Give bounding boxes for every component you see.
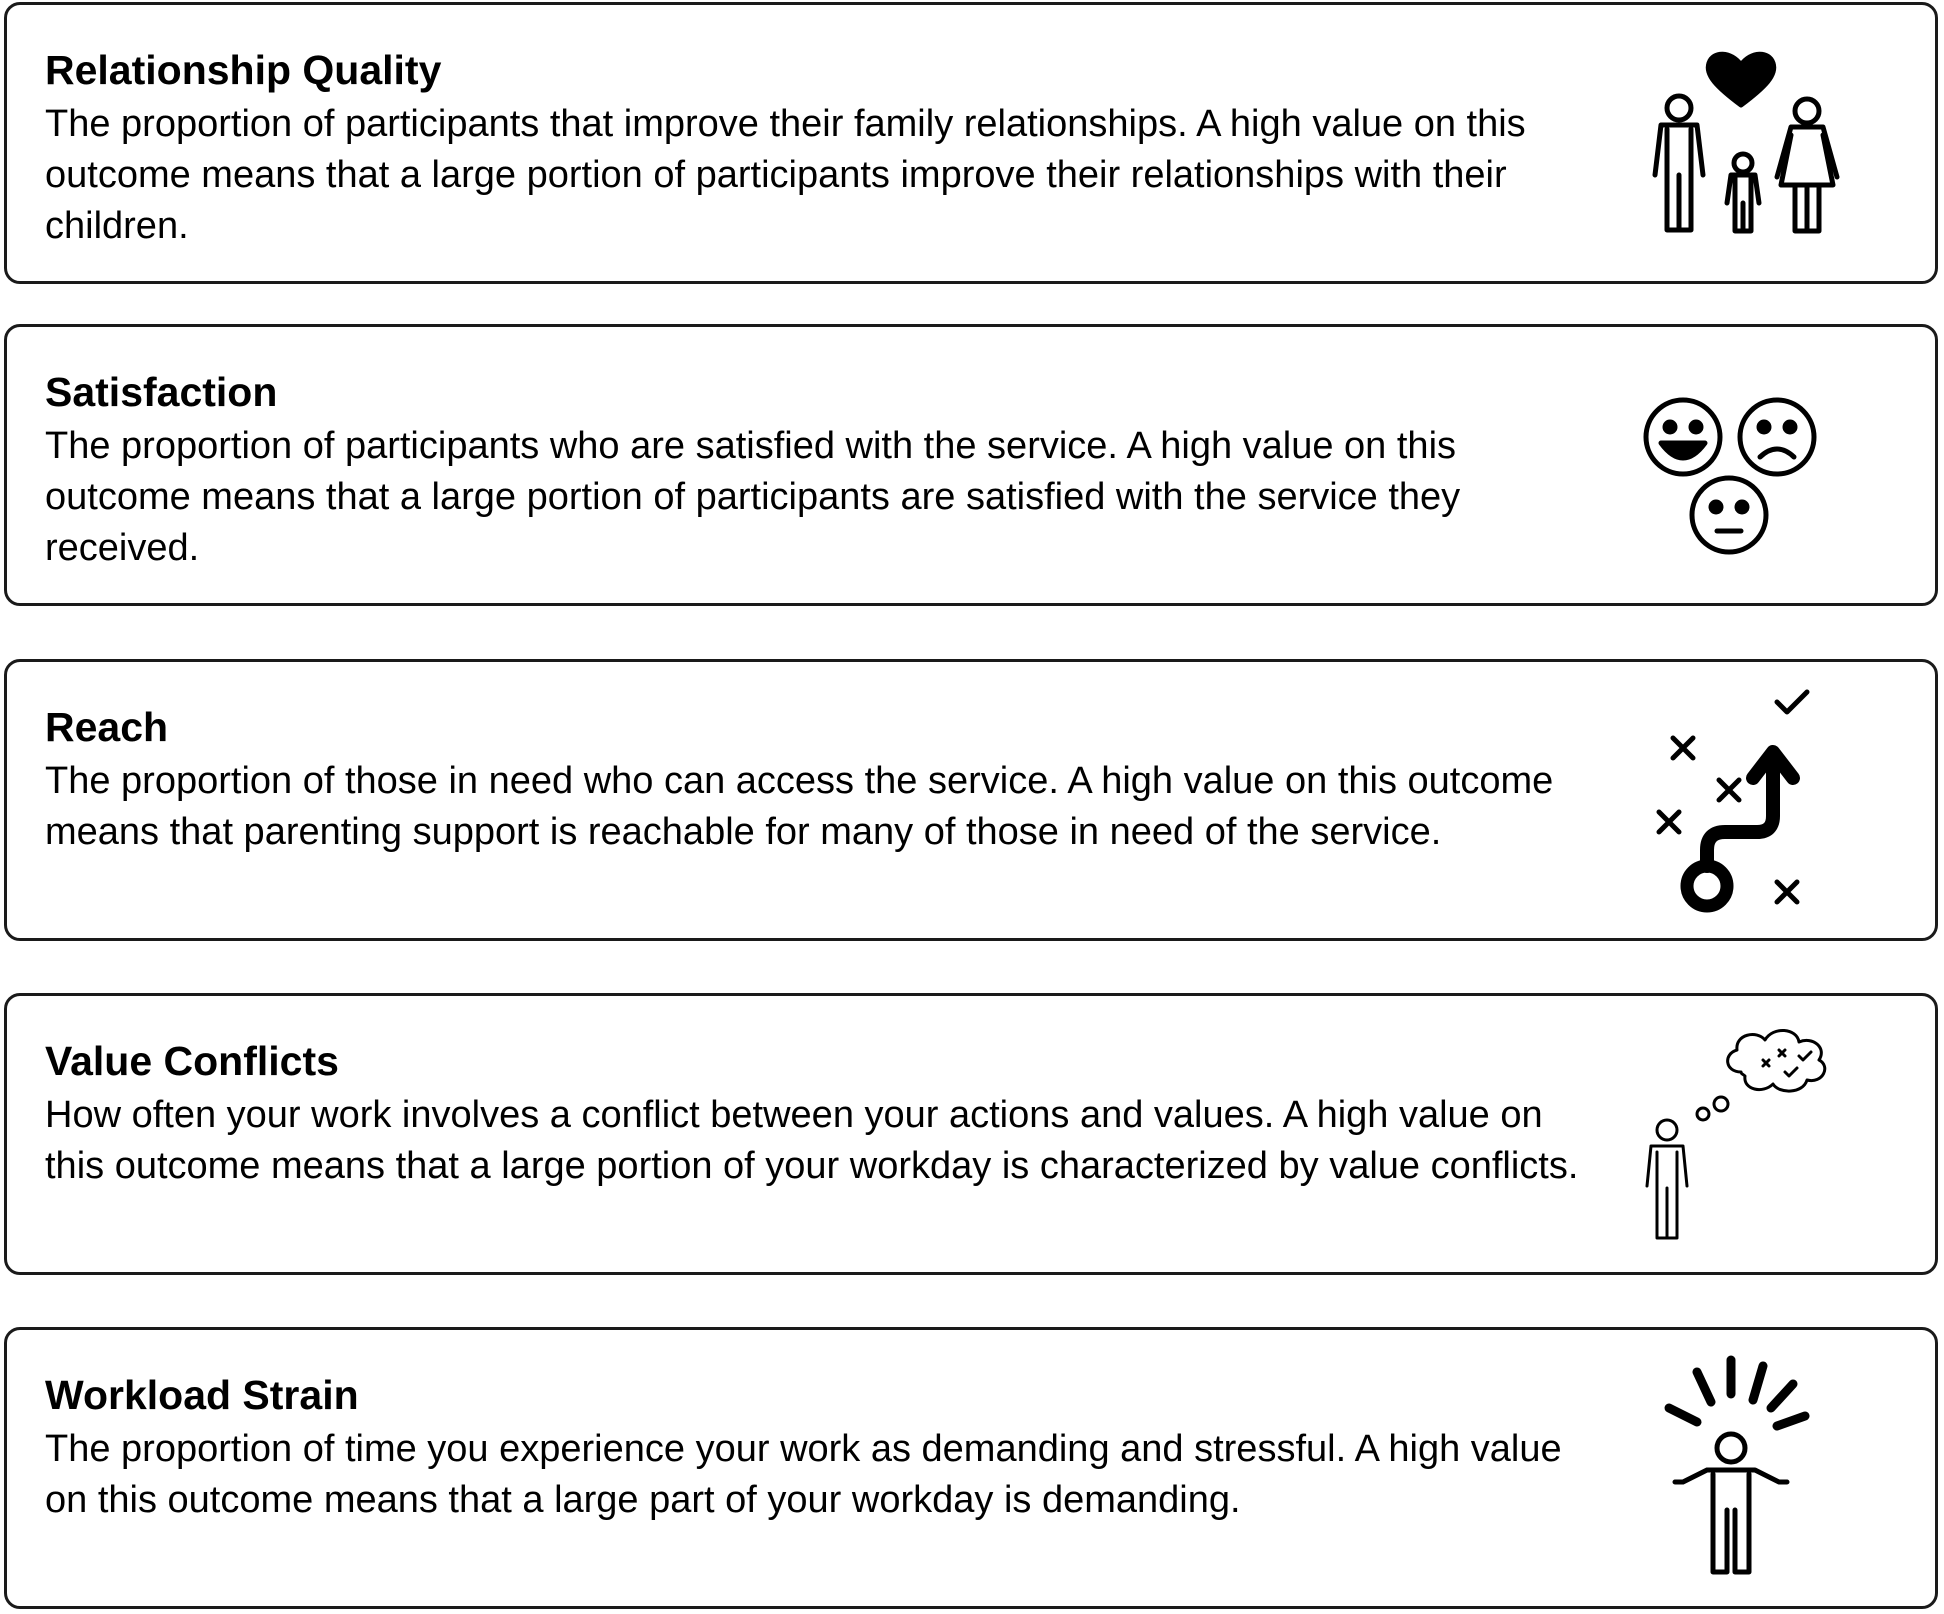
outcome-card-relationship-quality bbox=[4, 2, 1938, 284]
stressed-person-icon bbox=[1627, 1350, 1857, 1590]
outcome-card-reach bbox=[4, 659, 1938, 941]
outcome-text bbox=[45, 704, 1585, 858]
outcome-description: The proportion of participants that improve their family relationships. A high value on this outcome means that a large portion of participants improve their relationships with their children. bbox=[45, 103, 1526, 247]
outcome-text bbox=[45, 1372, 1585, 1526]
path-strategy-icon bbox=[1627, 682, 1857, 922]
outcome-description: The proportion of those in need who can access the service. A high value on this outcome means that parenting support is reachable for many of those in need of the service. bbox=[45, 760, 1554, 853]
outcome-description: The proportion of participants who are satisfied with the service. A high value on this outcome means that a large portion of participants are satisfied with the service they received. bbox=[45, 425, 1461, 569]
outcome-title: Relationship Quality bbox=[45, 47, 442, 93]
smiley-faces-icon bbox=[1627, 347, 1857, 587]
outcome-text bbox=[45, 1038, 1585, 1192]
outcome-text bbox=[45, 369, 1585, 574]
thinking-person-icon bbox=[1627, 1016, 1857, 1256]
outcome-text bbox=[45, 47, 1585, 252]
outcome-title: Value Conflicts bbox=[45, 1038, 339, 1084]
outcome-title: Workload Strain bbox=[45, 1372, 359, 1418]
outcome-description: The proportion of time you experience your work as demanding and stressful. A high value on this outcome means that a large part of your workday is demanding. bbox=[45, 1428, 1562, 1521]
outcome-description: How often your work involves a conflict between your actions and values. A high value on this outcome means that a large portion of your workday is characterized by value conflicts. bbox=[45, 1094, 1579, 1187]
outcome-card-satisfaction bbox=[4, 324, 1938, 606]
outcome-title: Reach bbox=[45, 704, 169, 750]
outcome-title: Satisfaction bbox=[45, 369, 278, 415]
outcome-card-workload-strain bbox=[4, 1327, 1938, 1609]
family-heart-icon bbox=[1627, 25, 1857, 265]
outcome-card-value-conflicts bbox=[4, 993, 1938, 1275]
